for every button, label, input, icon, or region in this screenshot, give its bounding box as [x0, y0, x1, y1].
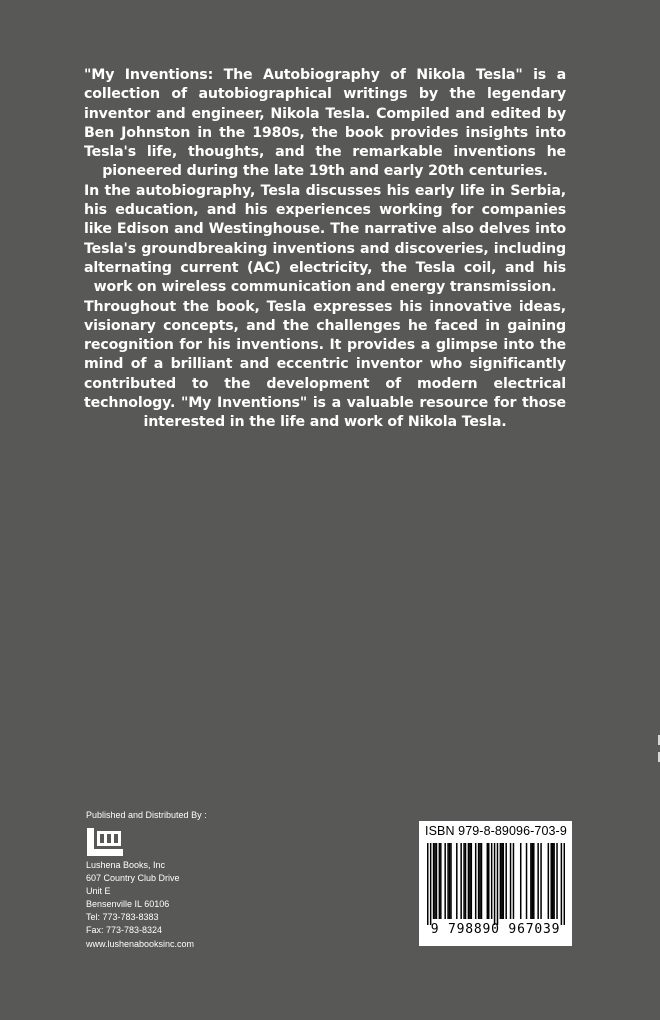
- barcode-bar: [520, 843, 522, 919]
- barcode-digits: 9 798890 967039: [430, 922, 561, 937]
- barcode-bar: [513, 843, 515, 919]
- barcode-bar: [447, 843, 449, 919]
- barcode-bar: [481, 843, 483, 919]
- barcode-bar: [433, 843, 435, 919]
- description-paragraph-2: In the autobiography, Tesla discusses his early life in Serbia, his education, and his experiences working for companies like Edison and Westinghouse. The narrative also delves into Tesla's groundbreaking inventions and discoveries, including alternating current (AC) electricity, the Tesla coil, and his work on wireless communication and energy transmission.: [84, 182, 566, 296]
- barcode-bar: [503, 843, 505, 919]
- description-paragraph-3: Throughout the book, Tesla expresses his innovative ideas, visionary concepts, and the challenges he faced in gaining recognition for his inventions. It provides a glimpse into the mind of a brilliant and eccentric inventor who significantly contributed to the development of modern electrical technology. "My Inventions" is a valuable resource for those interested in the life and work of Nikola Tesla.: [84, 298, 566, 431]
- barcode-bar: [494, 843, 496, 925]
- barcode-bar: [501, 843, 503, 919]
- barcode-bar: [468, 843, 470, 919]
- barcode-bar: [471, 843, 473, 919]
- barcode-bar: [460, 843, 462, 919]
- barcode-bar: [491, 843, 493, 919]
- barcode-bar: [561, 843, 563, 925]
- publisher-website: www.lushenabooksinc.com: [86, 938, 195, 949]
- isbn-barcode: [419, 821, 572, 946]
- barcode-bar: [540, 843, 542, 919]
- barcode-bar: [487, 843, 489, 919]
- publisher-address-line-2: Unit E: [86, 886, 111, 897]
- publisher-logo-icon: [86, 827, 124, 857]
- barcode-bar: [526, 843, 528, 919]
- barcode-bar: [530, 843, 532, 919]
- publisher-label: Published and Distributed By :: [86, 810, 207, 820]
- barcode-bar: [550, 843, 552, 919]
- publisher-address-line-1: 607 Country Club Drive: [86, 873, 180, 884]
- barcode-bar: [439, 843, 441, 919]
- barcode-bar: [469, 843, 471, 919]
- publisher-telephone: Tel: 773-783-8383: [86, 912, 159, 923]
- barcode-bar: [500, 843, 502, 919]
- barcode-bar: [478, 843, 480, 919]
- barcode-bar: [537, 843, 539, 919]
- barcode-bar: [556, 843, 558, 919]
- barcode-bar: [465, 843, 467, 919]
- barcode-bar: [475, 843, 477, 919]
- barcode-bar: [532, 843, 534, 919]
- publisher-city: Bensenville IL 60106: [86, 899, 170, 910]
- back-cover-description: [84, 66, 566, 433]
- barcode-bar: [456, 843, 458, 919]
- barcode-bar: [434, 843, 436, 919]
- barcode-bar: [450, 843, 452, 919]
- publisher-address: [86, 859, 194, 951]
- barcode-bar: [479, 843, 481, 919]
- barcode-bar: [533, 843, 535, 919]
- barcode-bar: [548, 843, 550, 919]
- barcode-bar: [564, 843, 565, 925]
- barcode-bar: [430, 843, 432, 925]
- barcode-bar: [497, 843, 499, 925]
- barcode-bar: [444, 843, 446, 919]
- barcode-bar: [427, 843, 429, 925]
- isbn-label: ISBN 979-8-89096-703-9: [425, 824, 567, 838]
- barcode-bar: [510, 843, 512, 919]
- barcode-bar: [505, 843, 507, 919]
- barcode-bar: [553, 843, 555, 919]
- barcode-bar: [463, 843, 465, 919]
- barcode-bar: [552, 843, 554, 919]
- publisher-fax: Fax: 773-783-8324: [86, 925, 163, 936]
- barcode-bar: [436, 843, 438, 919]
- description-paragraph-1: "My Inventions: The Autobiography of Nikola Tesla" is a collection of autobiographical writings by the legendary inventor and engineer, Nikola Tesla. Compiled and edited by Ben Johnston in the 1980s, the book provides insights into Tesla's life, thoughts, and the remarkable inventions he pioneered during the late 19th and early 20th centuries.: [84, 67, 566, 180]
- barcode-bar: [449, 843, 451, 919]
- barcode-bars: [427, 843, 565, 925]
- publisher-name: Lushena Books, Inc: [86, 860, 166, 870]
- barcode-bar: [440, 843, 442, 919]
- barcode-bar: [488, 843, 490, 919]
